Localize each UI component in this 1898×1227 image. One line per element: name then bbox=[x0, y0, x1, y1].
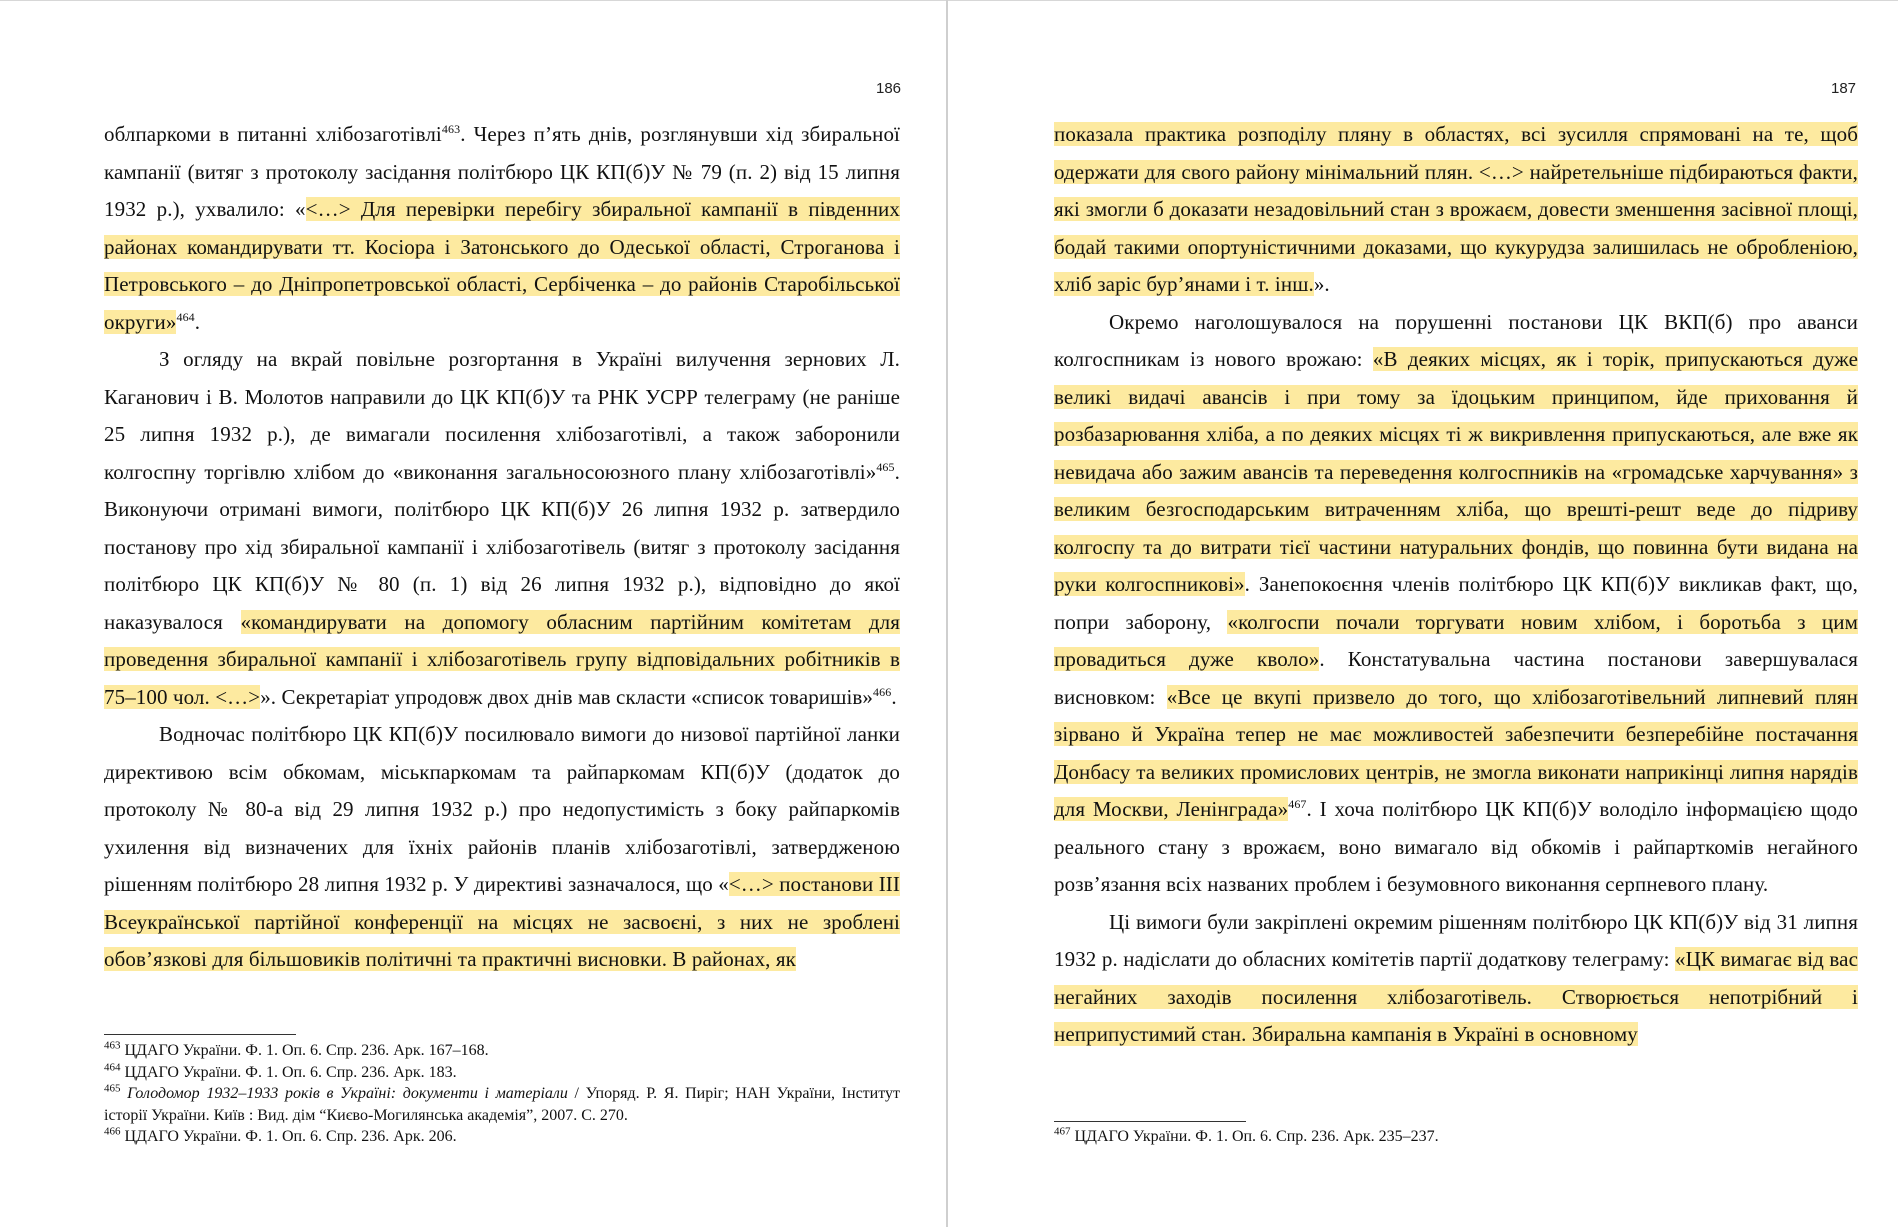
text-run: . bbox=[194, 309, 201, 334]
page-number: 187 bbox=[1831, 80, 1857, 97]
footnote bbox=[104, 1126, 900, 1148]
footnote-text: ЦДАГО України. Ф. 1. Оп. 6. Спр. 236. Арк. 235–237. bbox=[1070, 1128, 1439, 1145]
footnote-separator bbox=[104, 1034, 296, 1035]
footnote bbox=[104, 1083, 900, 1126]
text-run: Ці вимоги були закріплені окремим рішенням політбюро ЦК КП(б)У від 31 липня 1932 р. надіслати до обласних комітетів партії додаткову телеграму: bbox=[1054, 909, 1858, 971]
text-run: ». bbox=[1313, 272, 1330, 296]
footnote-text: ЦДАГО України. Ф. 1. Оп. 6. Спр. 236. Арк. 167–168. bbox=[120, 1042, 489, 1059]
footnote-number: 467 bbox=[1054, 1125, 1071, 1138]
footnote-number: 465 bbox=[104, 1082, 121, 1095]
paragraph bbox=[1054, 116, 1858, 304]
footnote-number: 463 bbox=[104, 1039, 121, 1052]
text-run: . Через п’ять днів, розглянувши хід збиральної кампанії (витяг з протоколу засідання політбюро ЦК КП(б)У № 79 (п. 2) від 15 липня 1932 р.), ухвалило: « bbox=[104, 122, 900, 221]
footnotes bbox=[1054, 1126, 1858, 1148]
highlighted-quote: «колгоспи почали торгувати новим хлібом, і боротьба з цим провадиться дуже кволо» bbox=[1054, 609, 1858, 671]
footnote-ref[interactable]: 465 bbox=[876, 459, 895, 474]
text-run: . Констатувальна частина постанови завершувалася висновком: bbox=[1054, 647, 1859, 709]
highlighted-quote: «командирувати на допомогу обласним партійним комітетам для проведення збиральної кампанії і хлібозаготівель групу відповідальних робітників в 75–100 чол. <…> bbox=[104, 609, 901, 709]
highlighted-quote: <…> Для перевірки перебігу збиральної кампанії в південних районах командирувати тт. Косіора і Затонського до Одеської області, Строганова і Петровського – до Дніпропетровської області, Сербіченка – до районів Старобільської округи» bbox=[104, 197, 900, 334]
left-page bbox=[0, 2, 946, 1227]
footnote-number: 464 bbox=[104, 1061, 121, 1074]
footnote bbox=[1054, 1126, 1858, 1148]
highlighted-quote: «ЦК вимагає від вас негайних заходів посилення хлібозаготівель. Створюється непотрібний і неприпустимий стан. Збиральна кампанія в Україні в основному bbox=[1054, 947, 1858, 1046]
footnote-number: 466 bbox=[104, 1125, 121, 1138]
text-run: З огляду на вкрай повільне розгортання в Україні вилучення зернових Л. Каганович і В. Молотов направили до ЦК КП(б)У та РНК УСРР телеграму (не раніше 25 липня 1932 р.), де вимагали посилення хлібозаготівлі, а також заборонили колгоспну торгівлю хлібом до «виконання загальносоюзного плану хлібозаготівлі» bbox=[104, 347, 900, 484]
footnote bbox=[104, 1040, 900, 1062]
text-run: . Занепокоєння членів політбюро ЦК КП(б)У викликав факт, що, попри заборону, bbox=[1054, 572, 1858, 634]
highlighted-quote: «В деяких місцях, як і торік, припускаються дуже великі видачі авансів і при тому за їдоцьким принципом, йде приховання й розбазарювання хліба, а по деяких місцях ті ж викривлення припускаються, але вже як невидача або зажим авансів та переведення колгоспників на «громадське харчування» з великим безгосподарським витраченням хліба, що врешті-решт веде до підриву колгоспу та до витрати тієї частини натуральних фондів, що повинна бути видана на руки колгоспникові» bbox=[1054, 347, 1858, 596]
text-run: Окремо наголошувалося на порушенні постанови ЦК ВКП(б) про аванси колгоспникам із нового врожаю: bbox=[1054, 309, 1858, 371]
body-text bbox=[1054, 116, 1858, 1054]
highlighted-quote: «Все це вкупі призвело до того, що хлібозаготівельний липневий плян зірвано й Україна тепер не має можливостей забезпечити безперебійне постачання Донбасу та великих промислових центрів, не змогла виконати наприкінці липня нарядів для Москви, Ленінграда» bbox=[1054, 684, 1858, 821]
text-run: ». Секретаріат упродовж двох днів мав скласти «список товаришів» bbox=[260, 684, 874, 709]
highlighted-quote: показала практика розподілу пляну в областях, всі зусилля спрямовані на те, щоб одержати для свого району мінімальний плян. <…> найретельніше підбираються факти, які змогли б доказати незадовільний стан з врожаєм, довести зменшення засівної площі, бодай такими опортуністичними доказами, що кукурудза залишилась не обробленіою, хліб заріс бур’янами і т. інш. bbox=[1054, 122, 1858, 296]
footnotes bbox=[104, 1040, 900, 1148]
footnote-text: ЦДАГО України. Ф. 1. Оп. 6. Спр. 236. Арк. 183. bbox=[120, 1063, 457, 1081]
text-run: . І хоча політбюро ЦК КП(б)У володіло інформацією щодо реального стану з врожаєм, воно вимагало від обкомів і райпарткомів негайного розв’язання всіх названих проблем і безумовного виконання серпневого плану. bbox=[1054, 797, 1858, 896]
footnote-ref[interactable]: 467 bbox=[1288, 797, 1307, 811]
footnote bbox=[104, 1062, 900, 1084]
highlighted-quote: <…> постанови ІІІ Всеукраїнської партійної конференції на місцях не засвоєні, з них не зроблені обов’язкові для більшовиків політичні та практичні висновки. В районах, як bbox=[104, 872, 900, 971]
paragraph bbox=[1054, 904, 1858, 1054]
text-run: облпаркоми в питанні хлібозаготівлі bbox=[104, 122, 442, 146]
footnote-ref[interactable]: 464 bbox=[176, 309, 195, 324]
paragraph bbox=[104, 716, 900, 979]
footnote-title: Голодомор 1932–1933 років в Україні: документи і матеріали bbox=[120, 1085, 568, 1102]
page-number: 186 bbox=[876, 80, 902, 97]
paragraph bbox=[1054, 304, 1858, 904]
footnote-separator bbox=[1054, 1121, 1246, 1122]
text-run: Водночас політбюро ЦК КП(б)У посилювало вимоги до низової партійної ланки директивою всім обкомам, міськпаркомам та райпаркомам КП(б)У (додаток до протоколу № 80-а від 29 липня 1932 р.) про недопустимість з боку райпаркомів ухилення від визначених для їхніх районів планів хлібозаготівлі, затвердженою рішенням політбюро 28 липня 1932 р. У директиві зазначалося, що « bbox=[104, 722, 900, 896]
text-run: . bbox=[891, 684, 897, 709]
paragraph bbox=[104, 116, 900, 341]
footnote-text: ЦДАГО України. Ф. 1. Оп. 6. Спр. 236. Арк. 206. bbox=[120, 1128, 457, 1145]
footnote-ref[interactable]: 463 bbox=[441, 122, 461, 136]
paragraph bbox=[104, 341, 900, 716]
right-page bbox=[948, 2, 1898, 1227]
text-run: . Виконуючи отримані вимоги, політбюро ЦК КП(б)У 26 липня 1932 р. затвердило постанову про хід збиральної кампанії і хлібозаготівель (витяг з протоколу засідання політбюро ЦК КП(б)У № 80 (п. 1) від 26 липня 1932 р.), відповідно до якої наказувалося bbox=[104, 459, 900, 634]
spread-top-border bbox=[0, 0, 1898, 1]
footnote-text: / Упоряд. Р. Я. Пиріг; НАН України, Інститут історії України. Київ : Вид. дім “Києво-Могилянська академія”, 2007. С. 270. bbox=[104, 1085, 900, 1124]
body-text bbox=[104, 116, 900, 979]
footnote-ref[interactable]: 466 bbox=[873, 684, 892, 699]
